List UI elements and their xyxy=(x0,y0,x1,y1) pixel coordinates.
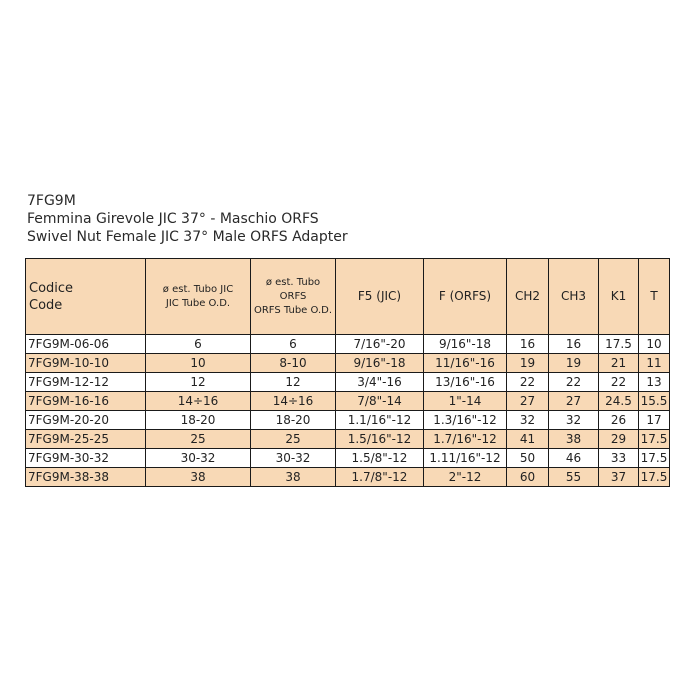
cell-f-orfs: 9/16"-18 xyxy=(424,335,507,354)
column-header-jic-tube-od xyxy=(146,259,251,335)
cell-jic-tube-od: 10 xyxy=(146,354,251,373)
cell-ch2: 60 xyxy=(507,468,549,487)
table-row xyxy=(26,373,670,392)
cell-f5-jic: 1.7/8"-12 xyxy=(336,468,424,487)
cell-orfs-tube-od: 25 xyxy=(251,430,336,449)
column-header-code xyxy=(26,259,146,335)
table-row xyxy=(26,335,670,354)
cell-f5-jic: 1.5/16"-12 xyxy=(336,430,424,449)
column-header-k1: K1 xyxy=(599,259,639,335)
cell-orfs-tube-od: 14÷16 xyxy=(251,392,336,411)
cell-k1: 21 xyxy=(599,354,639,373)
cell-code: 7FG9M-06-06 xyxy=(26,335,146,354)
column-header-code-it: Codice xyxy=(29,280,74,296)
cell-orfs-tube-od: 12 xyxy=(251,373,336,392)
cell-orfs-tube-od: 30-32 xyxy=(251,449,336,468)
cell-orfs-tube-od: 8-10 xyxy=(251,354,336,373)
column-header-orfs-tube-od xyxy=(251,259,336,335)
cell-f-orfs: 1.3/16"-12 xyxy=(424,411,507,430)
cell-f5-jic: 1.5/8"-12 xyxy=(336,449,424,468)
cell-ch3: 19 xyxy=(549,354,599,373)
product-title-english: Swivel Nut Female JIC 37° Male ORFS Adapter xyxy=(27,229,348,245)
cell-code: 7FG9M-38-38 xyxy=(26,468,146,487)
cell-code: 7FG9M-16-16 xyxy=(26,392,146,411)
cell-f-orfs: 1.7/16"-12 xyxy=(424,430,507,449)
cell-f-orfs: 2"-12 xyxy=(424,468,507,487)
cell-code: 7FG9M-10-10 xyxy=(26,354,146,373)
cell-k1: 37 xyxy=(599,468,639,487)
cell-ch3: 46 xyxy=(549,449,599,468)
column-header-orfs-tube-od-it: ø est. Tubo ORFS xyxy=(265,276,321,302)
cell-ch2: 41 xyxy=(507,430,549,449)
table-header-row xyxy=(26,259,670,335)
cell-k1: 22 xyxy=(599,373,639,392)
table-row xyxy=(26,354,670,373)
cell-orfs-tube-od: 6 xyxy=(251,335,336,354)
cell-ch2: 32 xyxy=(507,411,549,430)
cell-ch3: 38 xyxy=(549,430,599,449)
column-header-jic-tube-od-en: JIC Tube O.D. xyxy=(165,297,231,309)
cell-t: 17.5 xyxy=(639,468,670,487)
specification-table xyxy=(25,258,670,487)
cell-t: 15.5 xyxy=(639,392,670,411)
cell-k1: 24.5 xyxy=(599,392,639,411)
table-row xyxy=(26,411,670,430)
cell-code: 7FG9M-30-32 xyxy=(26,449,146,468)
cell-jic-tube-od: 12 xyxy=(146,373,251,392)
cell-t: 17 xyxy=(639,411,670,430)
cell-ch3: 55 xyxy=(549,468,599,487)
column-header-code-en: Code xyxy=(29,297,63,313)
table-row xyxy=(26,430,670,449)
column-header-f-orfs: F (ORFS) xyxy=(424,259,507,335)
cell-jic-tube-od: 25 xyxy=(146,430,251,449)
cell-ch3: 16 xyxy=(549,335,599,354)
cell-ch2: 16 xyxy=(507,335,549,354)
product-code-title: 7FG9M xyxy=(27,193,76,209)
cell-jic-tube-od: 18-20 xyxy=(146,411,251,430)
cell-t: 17.5 xyxy=(639,430,670,449)
table-row xyxy=(26,449,670,468)
cell-k1: 33 xyxy=(599,449,639,468)
cell-f-orfs: 13/16"-16 xyxy=(424,373,507,392)
cell-ch3: 22 xyxy=(549,373,599,392)
cell-f-orfs: 1.11/16"-12 xyxy=(424,449,507,468)
cell-orfs-tube-od: 18-20 xyxy=(251,411,336,430)
cell-ch2: 27 xyxy=(507,392,549,411)
column-header-f5-jic: F5 (JIC) xyxy=(336,259,424,335)
cell-ch3: 27 xyxy=(549,392,599,411)
table-body xyxy=(26,335,670,487)
cell-f5-jic: 1.1/16"-12 xyxy=(336,411,424,430)
cell-code: 7FG9M-12-12 xyxy=(26,373,146,392)
cell-t: 11 xyxy=(639,354,670,373)
product-title-italian: Femmina Girevole JIC 37° - Maschio ORFS xyxy=(27,211,319,227)
cell-f5-jic: 3/4"-16 xyxy=(336,373,424,392)
cell-t: 17.5 xyxy=(639,449,670,468)
column-header-ch3: CH3 xyxy=(549,259,599,335)
cell-jic-tube-od: 6 xyxy=(146,335,251,354)
cell-code: 7FG9M-25-25 xyxy=(26,430,146,449)
cell-jic-tube-od: 30-32 xyxy=(146,449,251,468)
cell-code: 7FG9M-20-20 xyxy=(26,411,146,430)
table-row xyxy=(26,468,670,487)
column-header-ch2: CH2 xyxy=(507,259,549,335)
cell-t: 10 xyxy=(639,335,670,354)
cell-ch3: 32 xyxy=(549,411,599,430)
table-row xyxy=(26,392,670,411)
cell-jic-tube-od: 14÷16 xyxy=(146,392,251,411)
cell-f5-jic: 7/16"-20 xyxy=(336,335,424,354)
cell-jic-tube-od: 38 xyxy=(146,468,251,487)
column-header-orfs-tube-od-en: ORFS Tube O.D. xyxy=(253,304,333,316)
cell-f-orfs: 1"-14 xyxy=(424,392,507,411)
cell-ch2: 22 xyxy=(507,373,549,392)
cell-t: 13 xyxy=(639,373,670,392)
cell-k1: 29 xyxy=(599,430,639,449)
cell-ch2: 50 xyxy=(507,449,549,468)
column-header-jic-tube-od-it: ø est. Tubo JIC xyxy=(162,283,234,295)
cell-f5-jic: 7/8"-14 xyxy=(336,392,424,411)
column-header-t: T xyxy=(639,259,670,335)
cell-k1: 26 xyxy=(599,411,639,430)
cell-ch2: 19 xyxy=(507,354,549,373)
product-title-block xyxy=(27,192,348,246)
cell-f-orfs: 11/16"-16 xyxy=(424,354,507,373)
cell-orfs-tube-od: 38 xyxy=(251,468,336,487)
cell-f5-jic: 9/16"-18 xyxy=(336,354,424,373)
cell-k1: 17.5 xyxy=(599,335,639,354)
